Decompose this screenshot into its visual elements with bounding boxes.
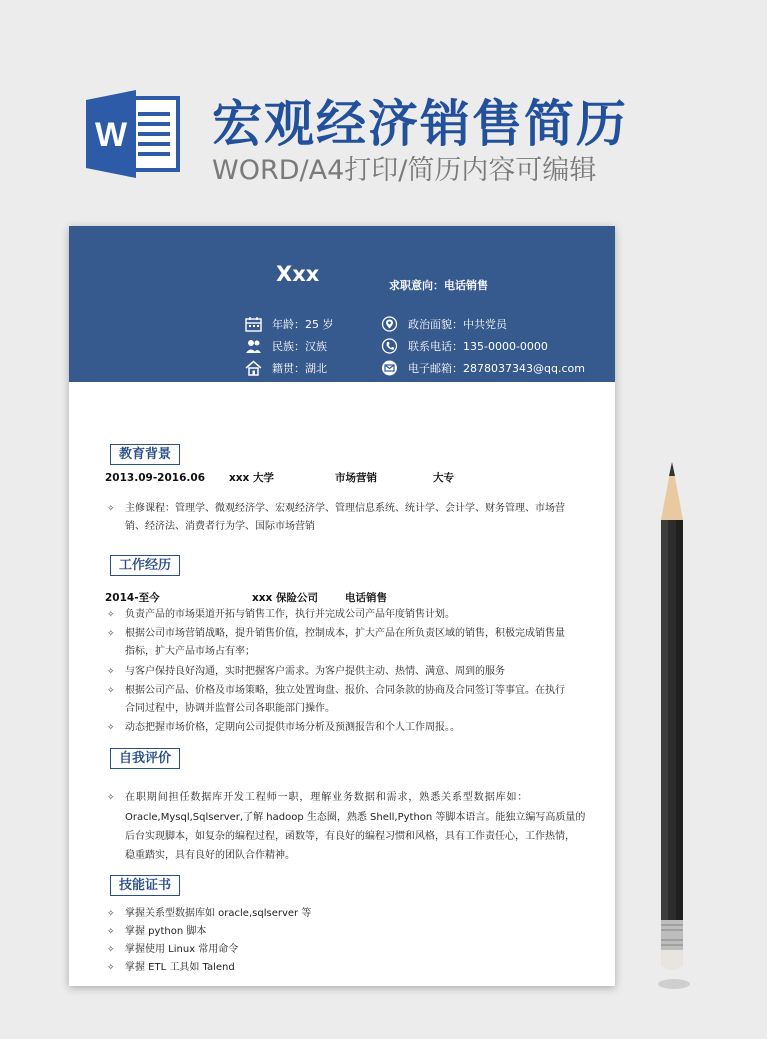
home-icon [245, 360, 262, 376]
skill-line: 掌握 ETL 工具如 Talend [125, 962, 235, 973]
bullet-icon: ✧ [107, 686, 115, 696]
work-position: 电话销售 [345, 592, 387, 604]
resume-header [69, 226, 615, 382]
bullet-icon: ✧ [107, 927, 115, 937]
candidate-name: Xxx [276, 262, 320, 286]
people-icon [245, 338, 262, 354]
bullet-icon: ✧ [107, 723, 115, 733]
bullet-icon: ✧ [107, 667, 115, 677]
self-line: 在职期间担任数据库开发工程师一职，理解业务数据和需求，熟悉关系型数据库如： [125, 792, 529, 803]
section-title-skills: 技能证书 [110, 875, 180, 896]
info-ethnicity [245, 338, 327, 354]
section-title-work: 工作经历 [110, 555, 180, 576]
pencil-illustration [652, 462, 692, 992]
work-line: 根据公司市场营销战略，提升销售价值，控制成本，扩大产品在所负责区域的销售，积极完成销售量 [125, 628, 565, 639]
bullet-icon: ✧ [107, 610, 115, 620]
info-politics [381, 316, 507, 332]
bullet-icon: ✧ [107, 945, 115, 955]
bullet-icon: ✧ [107, 963, 115, 973]
job-intent: 求职意向：电话销售 [389, 279, 488, 292]
location-pin-icon [381, 316, 398, 332]
info-hometown [245, 360, 327, 376]
banner-subtitle: WORD/A4打印/简历内容可编辑 [212, 155, 597, 186]
self-line: Oracle,Mysql,Sqlserver,了解 hadoop 生态圈，熟悉 Shell,Python 等脚本语言。能独立编写高质量的 [125, 812, 586, 823]
work-line: 根据公司产品、价格及市场策略，独立处置询盘、报价、合同条款的协商及合同签订等事宜。在执行 [125, 685, 565, 696]
phone-text: 联系电话：135-0000-0000 [408, 340, 548, 353]
work-line: 动态把握市场价格，定期向公司提供市场分析及预测报告和个人工作周报。。 [125, 722, 460, 733]
skill-line: 掌握使用 Linux 常用命令 [125, 944, 239, 955]
resume-sheet [69, 226, 615, 986]
email-icon [381, 360, 398, 376]
svg-text:W: W [94, 116, 128, 154]
education-courses-line1: 主修课程：管理学、微观经济学、宏观经济学、管理信息系统、统计学、会计学、财务管理、市场营 [125, 503, 565, 514]
education-major: 市场营销 [335, 472, 377, 484]
skill-line: 掌握 python 脚本 [125, 926, 207, 937]
ethnicity-text: 民族：汉族 [272, 340, 327, 353]
skill-line: 掌握关系型数据库如 oracle,sqlserver 等 [125, 908, 312, 919]
work-line: 指标，扩大产品市场占有率； [125, 646, 255, 657]
bullet-icon: ✧ [107, 793, 115, 803]
education-degree: 大专 [433, 472, 454, 484]
education-period: 2013.09-2016.06 [105, 472, 206, 484]
self-line: 稳重踏实，具有良好的团队合作精神。 [125, 850, 295, 861]
age-text: 年龄：25 岁 [272, 318, 334, 331]
work-period: 2014-至今 [105, 592, 160, 604]
section-title-education: 教育背景 [110, 444, 180, 465]
work-line: 负责产品的市场渠道开拓与销售工作，执行并完成公司产品年度销售计划。 [125, 609, 455, 620]
bullet-icon: ✧ [107, 909, 115, 919]
info-phone [381, 338, 548, 354]
bullet-icon: ✧ [107, 504, 115, 514]
politics-text: 政治面貌：中共党员 [408, 318, 507, 331]
calendar-icon [245, 316, 262, 332]
email-text: 电子邮箱：2878037343@qq.com [408, 362, 585, 375]
self-line: 后台实现脚本，如复杂的编程过程，函数等，有良好的编程习惯和风格，具有工作责任心，工作热情， [125, 831, 575, 842]
phone-icon [381, 338, 398, 354]
work-company: xxx 保险公司 [252, 592, 318, 604]
work-line: 与客户保持良好沟通，实时把握客户需求。为客户提供主动、热情、满意、周到的服务 [125, 666, 505, 677]
info-age [245, 316, 334, 332]
section-title-self: 自我评价 [110, 748, 180, 769]
education-courses-line2: 销、经济法、消费者行为学、国际市场营销 [125, 521, 315, 532]
work-line: 合同过程中，协调并监督公司各职能部门操作。 [125, 703, 335, 714]
banner-title: 宏观经济销售简历 [212, 95, 628, 153]
education-school: xxx 大学 [229, 472, 274, 484]
info-email [381, 360, 585, 376]
hometown-text: 籍贯：湖北 [272, 362, 327, 375]
word-icon [86, 88, 182, 180]
bullet-icon: ✧ [107, 629, 115, 639]
